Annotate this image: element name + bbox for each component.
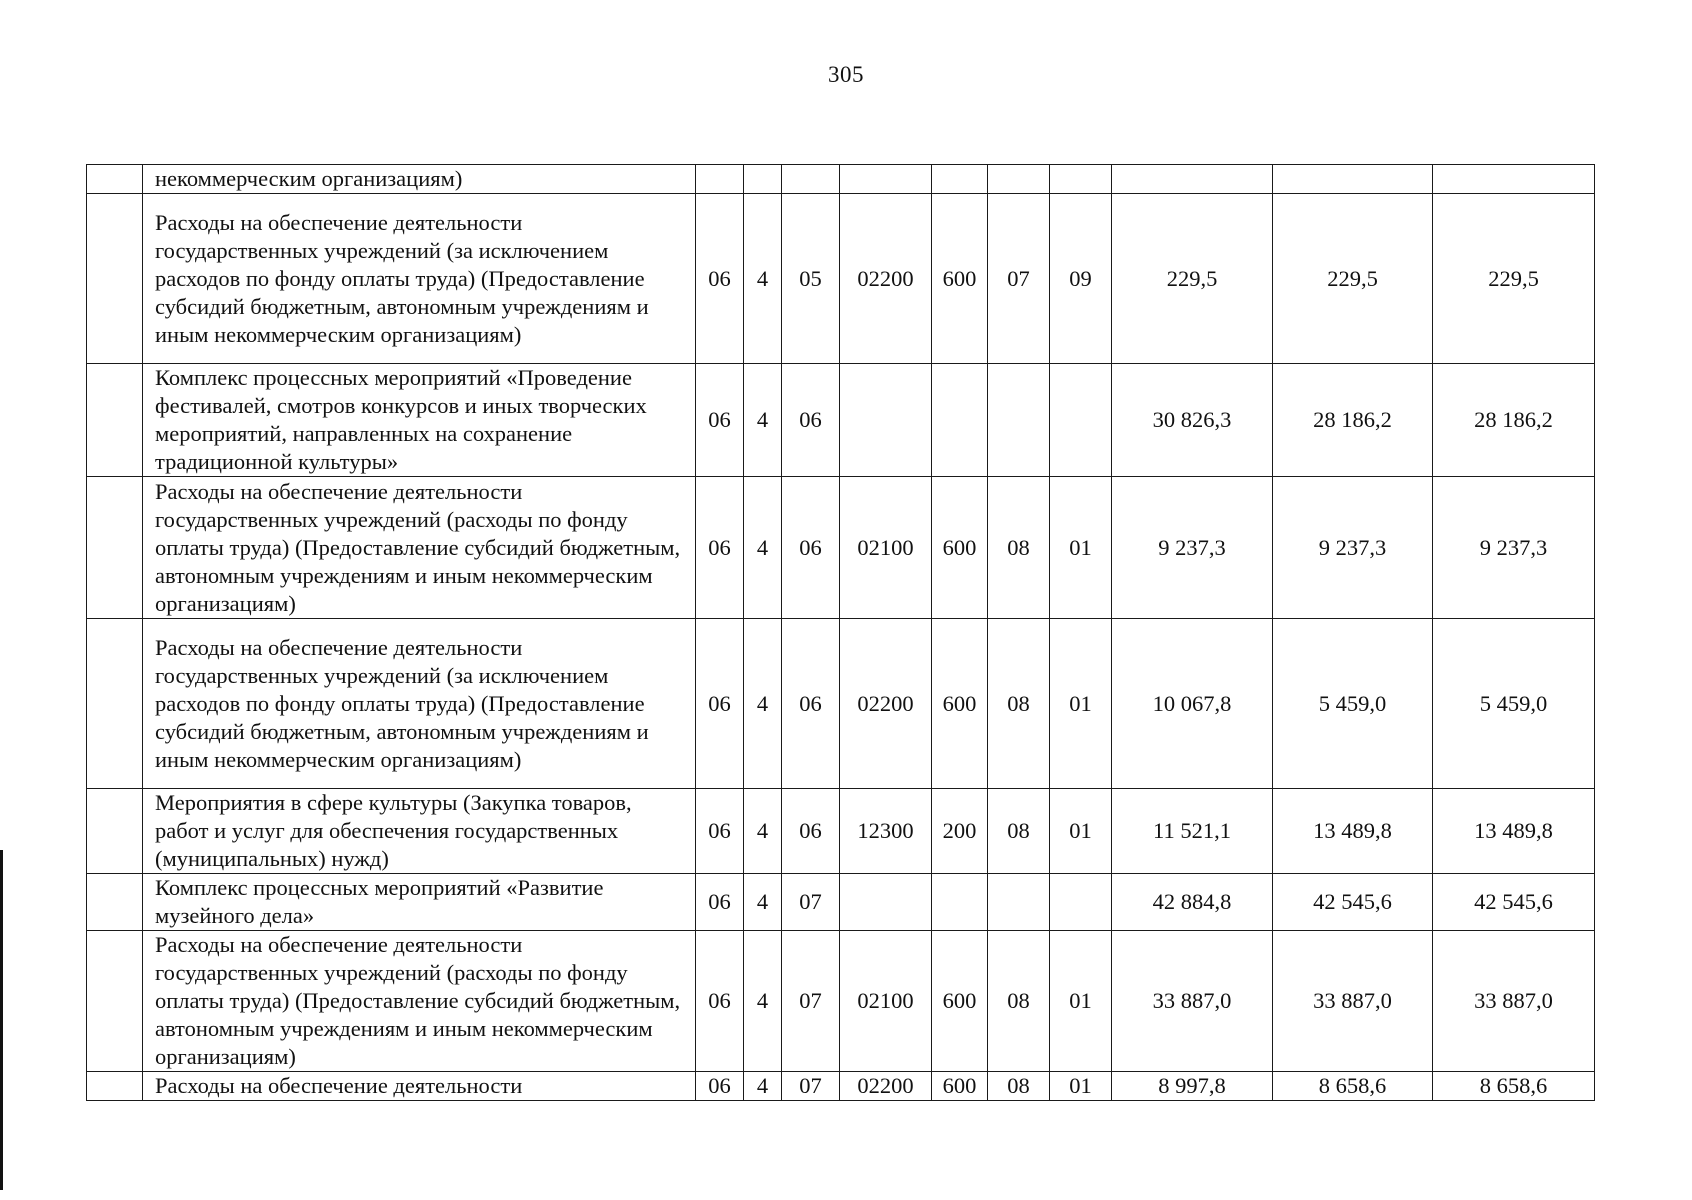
- table-row: [87, 477, 1595, 619]
- amount-year3-cell: 42 545,6: [1433, 874, 1595, 931]
- amount-year1-cell: 42 884,8: [1112, 874, 1273, 931]
- code-section-cell: 07: [988, 194, 1050, 364]
- code-subsection-cell: [1050, 874, 1112, 931]
- amount-year1-cell: 9 237,3: [1112, 477, 1273, 619]
- code-direction-cell: [840, 874, 932, 931]
- amount-year3-cell: 5 459,0: [1433, 619, 1595, 789]
- table-row: [87, 931, 1595, 1072]
- row-description: Расходы на обеспечение деятельности государственных учреждений (расходы по фонду оплаты труда) (Предоставление субсидий бюджетным, автономным учреждениям и иным некоммерческим организациям): [143, 931, 696, 1072]
- amount-year1-cell: 229,5: [1112, 194, 1273, 364]
- code-expense-type-cell: 200: [932, 789, 988, 874]
- table-body: [87, 165, 1595, 1101]
- amount-year3-cell: 8 658,6: [1433, 1072, 1595, 1101]
- code-razdel-cell: 06: [696, 1072, 744, 1101]
- code-expense-type-cell: [932, 165, 988, 194]
- row-description: Расходы на обеспечение деятельности государственных учреждений (за исключением расходов по фонду оплаты труда) (Предоставление субсидий бюджетным, автономным учреждениям и иным некоммерческим организациям): [143, 619, 696, 789]
- code-complex-cell: 06: [782, 789, 840, 874]
- row-number-cell: [87, 1072, 143, 1101]
- amount-year3-cell: 229,5: [1433, 194, 1595, 364]
- amount-year2-cell: 28 186,2: [1273, 364, 1433, 477]
- row-description: Мероприятия в сфере культуры (Закупка товаров, работ и услуг для обеспечения государственных (муниципальных) нужд): [143, 789, 696, 874]
- code-razdel-cell: 06: [696, 477, 744, 619]
- table-row: [87, 364, 1595, 477]
- code-subsection-cell: [1050, 364, 1112, 477]
- amount-year2-cell: 229,5: [1273, 194, 1433, 364]
- row-number-cell: [87, 874, 143, 931]
- code-type-cell: 4: [744, 874, 782, 931]
- code-type-cell: [744, 165, 782, 194]
- row-description: Расходы на обеспечение деятельности государственных учреждений (расходы по фонду оплаты труда) (Предоставление субсидий бюджетным, автономным учреждениям и иным некоммерческим организациям): [143, 477, 696, 619]
- code-type-cell: 4: [744, 1072, 782, 1101]
- code-subsection-cell: [1050, 165, 1112, 194]
- code-subsection-cell: 01: [1050, 477, 1112, 619]
- amount-year2-cell: 42 545,6: [1273, 874, 1433, 931]
- code-direction-cell: [840, 165, 932, 194]
- scan-edge-line: [0, 850, 3, 1190]
- code-complex-cell: 06: [782, 477, 840, 619]
- code-section-cell: 08: [988, 619, 1050, 789]
- code-type-cell: 4: [744, 364, 782, 477]
- row-description: Комплекс процессных мероприятий «Развитие музейного дела»: [143, 874, 696, 931]
- code-direction-cell: 02100: [840, 931, 932, 1072]
- row-number-cell: [87, 194, 143, 364]
- row-description: Комплекс процессных мероприятий «Проведение фестивалей, смотров конкурсов и иных творческих мероприятий, направленных на сохранение традиционной культуры»: [143, 364, 696, 477]
- amount-year1-cell: 33 887,0: [1112, 931, 1273, 1072]
- row-number-cell: [87, 931, 143, 1072]
- amount-year3-cell: [1433, 165, 1595, 194]
- code-type-cell: 4: [744, 931, 782, 1072]
- row-description: Расходы на обеспечение деятельности государственных учреждений (за исключением расходов по фонду оплаты труда) (Предоставление субсидий бюджетным, автономным учреждениям и иным некоммерческим организациям): [143, 194, 696, 364]
- code-expense-type-cell: [932, 874, 988, 931]
- code-expense-type-cell: 600: [932, 619, 988, 789]
- code-section-cell: [988, 874, 1050, 931]
- amount-year3-cell: 28 186,2: [1433, 364, 1595, 477]
- table-row: [87, 619, 1595, 789]
- table-row: [87, 874, 1595, 931]
- code-direction-cell: 02200: [840, 194, 932, 364]
- row-number-cell: [87, 364, 143, 477]
- code-razdel-cell: 06: [696, 194, 744, 364]
- code-razdel-cell: 06: [696, 874, 744, 931]
- amount-year3-cell: 33 887,0: [1433, 931, 1595, 1072]
- code-expense-type-cell: 600: [932, 1072, 988, 1101]
- code-direction-cell: 02200: [840, 1072, 932, 1101]
- code-type-cell: 4: [744, 477, 782, 619]
- code-complex-cell: 07: [782, 931, 840, 1072]
- code-subsection-cell: 01: [1050, 619, 1112, 789]
- code-razdel-cell: 06: [696, 619, 744, 789]
- code-direction-cell: [840, 364, 932, 477]
- code-section-cell: 08: [988, 789, 1050, 874]
- table-row: [87, 789, 1595, 874]
- row-number-cell: [87, 165, 143, 194]
- table-row: [87, 1072, 1595, 1101]
- code-direction-cell: 02200: [840, 619, 932, 789]
- code-subsection-cell: 01: [1050, 931, 1112, 1072]
- code-expense-type-cell: 600: [932, 931, 988, 1072]
- code-expense-type-cell: 600: [932, 477, 988, 619]
- amount-year1-cell: 30 826,3: [1112, 364, 1273, 477]
- code-subsection-cell: 01: [1050, 1072, 1112, 1101]
- row-number-cell: [87, 619, 143, 789]
- amount-year2-cell: 33 887,0: [1273, 931, 1433, 1072]
- code-complex-cell: 06: [782, 364, 840, 477]
- amount-year2-cell: 9 237,3: [1273, 477, 1433, 619]
- page-number: 305: [828, 62, 864, 87]
- amount-year2-cell: 8 658,6: [1273, 1072, 1433, 1101]
- budget-table: [86, 164, 1595, 1101]
- row-description: некоммерческим организациям): [143, 165, 696, 194]
- code-expense-type-cell: 600: [932, 194, 988, 364]
- code-section-cell: 08: [988, 931, 1050, 1072]
- code-section-cell: [988, 364, 1050, 477]
- amount-year1-cell: 11 521,1: [1112, 789, 1273, 874]
- row-number-cell: [87, 789, 143, 874]
- code-razdel-cell: 06: [696, 931, 744, 1072]
- amount-year2-cell: [1273, 165, 1433, 194]
- code-section-cell: 08: [988, 477, 1050, 619]
- amount-year3-cell: 9 237,3: [1433, 477, 1595, 619]
- code-razdel-cell: 06: [696, 789, 744, 874]
- code-expense-type-cell: [932, 364, 988, 477]
- amount-year1-cell: 8 997,8: [1112, 1072, 1273, 1101]
- row-number-cell: [87, 477, 143, 619]
- code-direction-cell: 12300: [840, 789, 932, 874]
- code-type-cell: 4: [744, 194, 782, 364]
- code-razdel-cell: 06: [696, 364, 744, 477]
- code-complex-cell: 07: [782, 1072, 840, 1101]
- row-description: Расходы на обеспечение деятельности: [143, 1072, 696, 1101]
- table-row: [87, 165, 1595, 194]
- code-complex-cell: [782, 165, 840, 194]
- table-row: [87, 194, 1595, 364]
- amount-year2-cell: 5 459,0: [1273, 619, 1433, 789]
- code-complex-cell: 06: [782, 619, 840, 789]
- code-subsection-cell: 09: [1050, 194, 1112, 364]
- amount-year1-cell: [1112, 165, 1273, 194]
- code-subsection-cell: 01: [1050, 789, 1112, 874]
- code-direction-cell: 02100: [840, 477, 932, 619]
- code-complex-cell: 05: [782, 194, 840, 364]
- code-section-cell: 08: [988, 1072, 1050, 1101]
- code-complex-cell: 07: [782, 874, 840, 931]
- amount-year1-cell: 10 067,8: [1112, 619, 1273, 789]
- amount-year3-cell: 13 489,8: [1433, 789, 1595, 874]
- code-razdel-cell: [696, 165, 744, 194]
- code-type-cell: 4: [744, 619, 782, 789]
- code-type-cell: 4: [744, 789, 782, 874]
- code-section-cell: [988, 165, 1050, 194]
- amount-year2-cell: 13 489,8: [1273, 789, 1433, 874]
